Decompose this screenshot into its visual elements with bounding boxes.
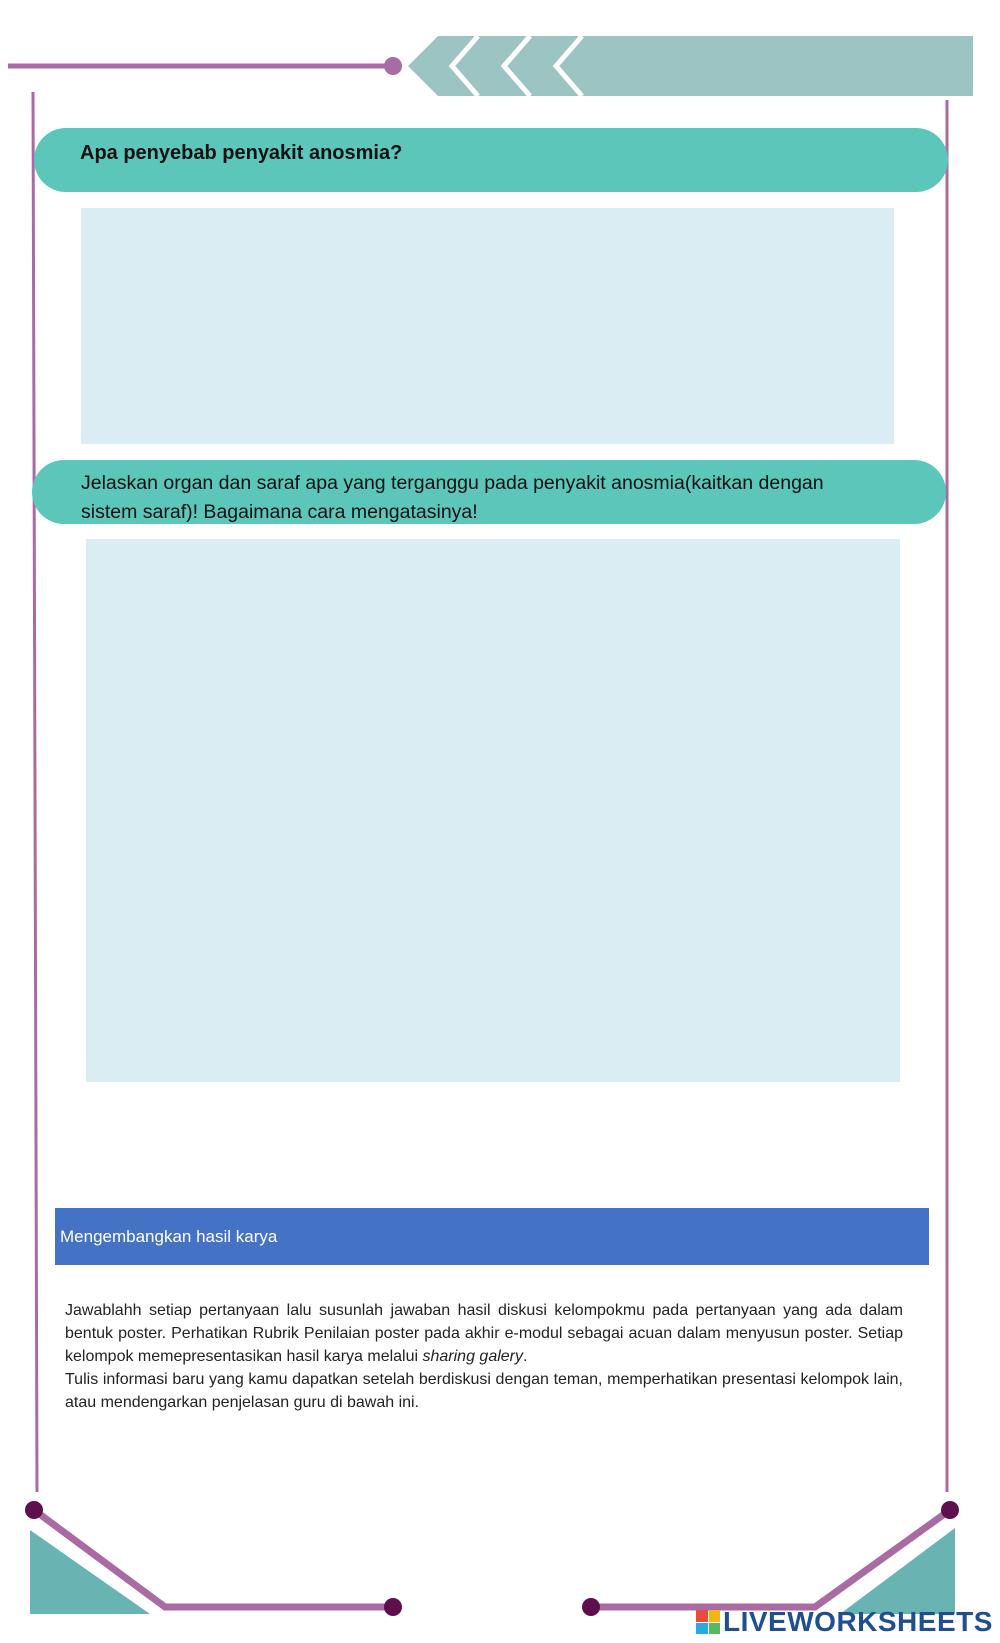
instructions-paragraph-2: Tulis informasi baru yang kamu dapatkan setelah berdiskusi dengan teman, memperhatikan presentasi kelompok lain, atau mendengarkan penjelasan guru di bawah ini. [65, 1371, 903, 1411]
bottom-right-teal-triangle [840, 1528, 955, 1614]
question-1-text: Apa penyebab penyakit anosmia? [80, 142, 403, 164]
left-frame-line [33, 92, 37, 1492]
question-1-banner [34, 128, 948, 192]
instructions-text-1: Jawablahh setiap pertanyaan lalu susunlah jawaban hasil diskusi kelompokmu pada pertanyaan yang ada dalam bentuk poster. Perhatikan Rubrik Penilaian poster pada akhir e-modul sebagai acuan dalam menyusun poster. Setiap kelompok memepresentasikan hasil karya melalui [65, 1302, 903, 1365]
liveworksheets-wordmark: LIVEWORKSHEETS [723, 1606, 993, 1637]
bottom-right-corner-dot [941, 1501, 959, 1519]
question-2-banner [32, 460, 946, 524]
question-2-text [81, 469, 901, 527]
instructions-paragraph-1 [65, 1299, 903, 1368]
answer-1-field[interactable] [81, 208, 894, 444]
section-header [55, 1208, 929, 1265]
instructions [65, 1299, 903, 1414]
instructions-text-1-end: . [523, 1348, 528, 1365]
answer-2-field[interactable] [86, 539, 900, 1082]
header-ribbon [408, 36, 973, 96]
bottom-left-corner-dot [25, 1501, 43, 1519]
question-2-line-1: Jelaskan organ dan saraf apa yang terganggu pada penyakit anosmia(kaitkan dengan [81, 472, 824, 494]
question-2-line-2: sistem saraf)! Bagaimana cara mengatasinya! [81, 501, 478, 523]
bottom-left-teal-triangle [30, 1530, 150, 1614]
liveworksheets-logo [696, 1606, 993, 1638]
liveworksheets-mark-icon [696, 1610, 720, 1634]
header-dot [384, 57, 402, 75]
bottom-left-end-dot [384, 1598, 402, 1616]
section-title: Mengembangkan hasil karya [60, 1227, 278, 1246]
bottom-right-end-dot [582, 1598, 600, 1616]
instructions-italic-term: sharing galery [422, 1348, 523, 1365]
